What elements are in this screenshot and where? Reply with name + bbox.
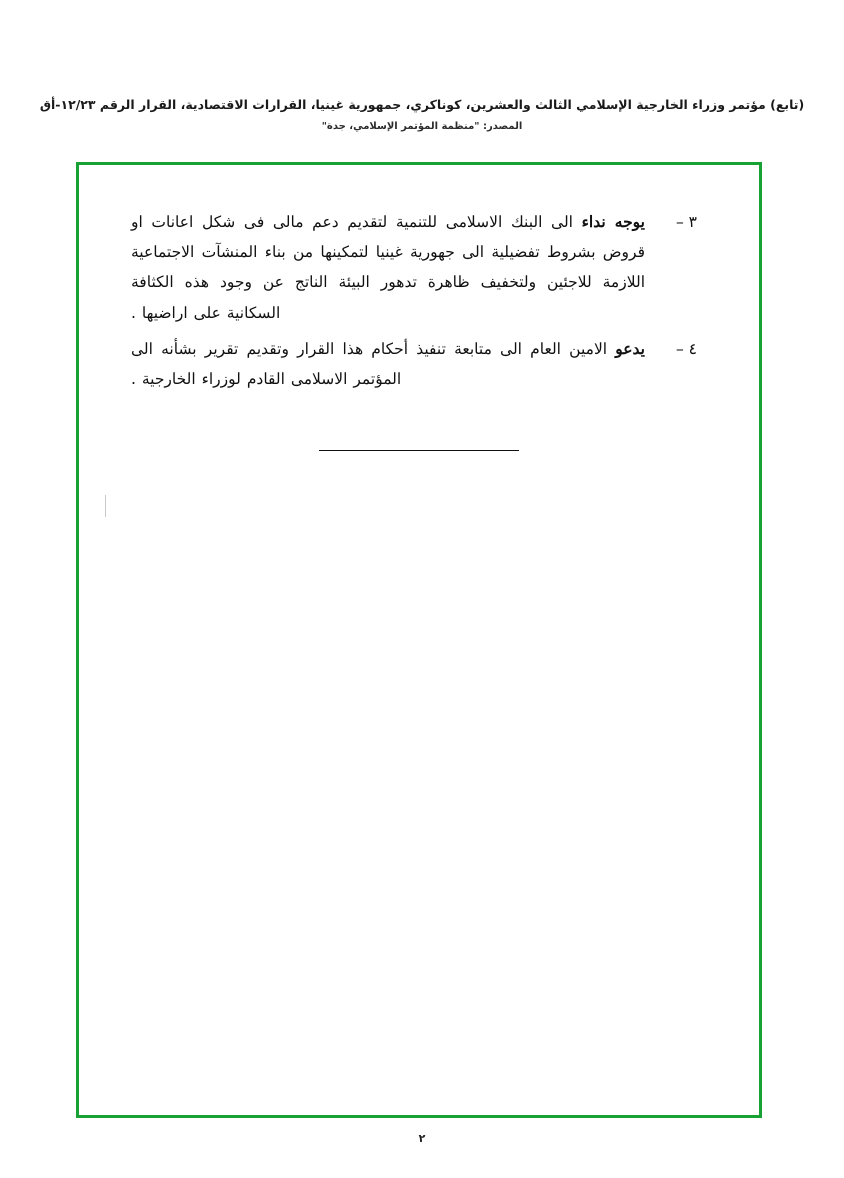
clause-body-text: الامين العام الى متابعة تنفيذ أحكام هذا القرار وتقديم تقرير بشأنه الى المؤتمر الاسلامى القادم لوزراء الخارجية . — [131, 339, 616, 389]
page-number: ٢ — [418, 1132, 426, 1145]
horizontal-rule-icon — [319, 450, 519, 451]
header-source-line: المصدر: "منظمة المؤتمر الإسلامي، جدة" — [321, 120, 523, 132]
clause-lead-word: يدعو — [615, 338, 645, 358]
clause-number: ٤ – — [675, 339, 697, 358]
clause-item — [131, 334, 707, 394]
clause-list — [131, 207, 707, 456]
document-header — [0, 96, 844, 132]
clause-text — [131, 207, 645, 328]
clause-body-text: الى البنك الاسلامى للتنمية لتقديم دعم مالى فى شكل اعانات او قروض بشروط تفضيلية الى جهورية غينيا لتمكينها من بناء المنشآت الاجتماعية اللازمة للاجئين ولتخفيف ظاهرة تدهور البيئة الناتج عن وجود هذه الكثافة السكانية على اراضيها . — [131, 213, 645, 322]
green-content-frame — [76, 162, 762, 1118]
page-edge-artifact — [105, 495, 106, 517]
clause-item — [131, 207, 707, 328]
clause-number: ٣ – — [675, 213, 697, 231]
section-divider — [131, 438, 707, 456]
clause-text — [131, 334, 645, 394]
clause-lead-word: يوجه نداء — [581, 212, 645, 231]
header-title-line: (تابع) مؤتمر وزراء الخارجية الإسلامي الثالث والعشرين، كوناكري، جمهورية غينيا، القرارات الاقتصادية، القرار الرقم ١٢/٢٣-أق — [39, 97, 805, 112]
